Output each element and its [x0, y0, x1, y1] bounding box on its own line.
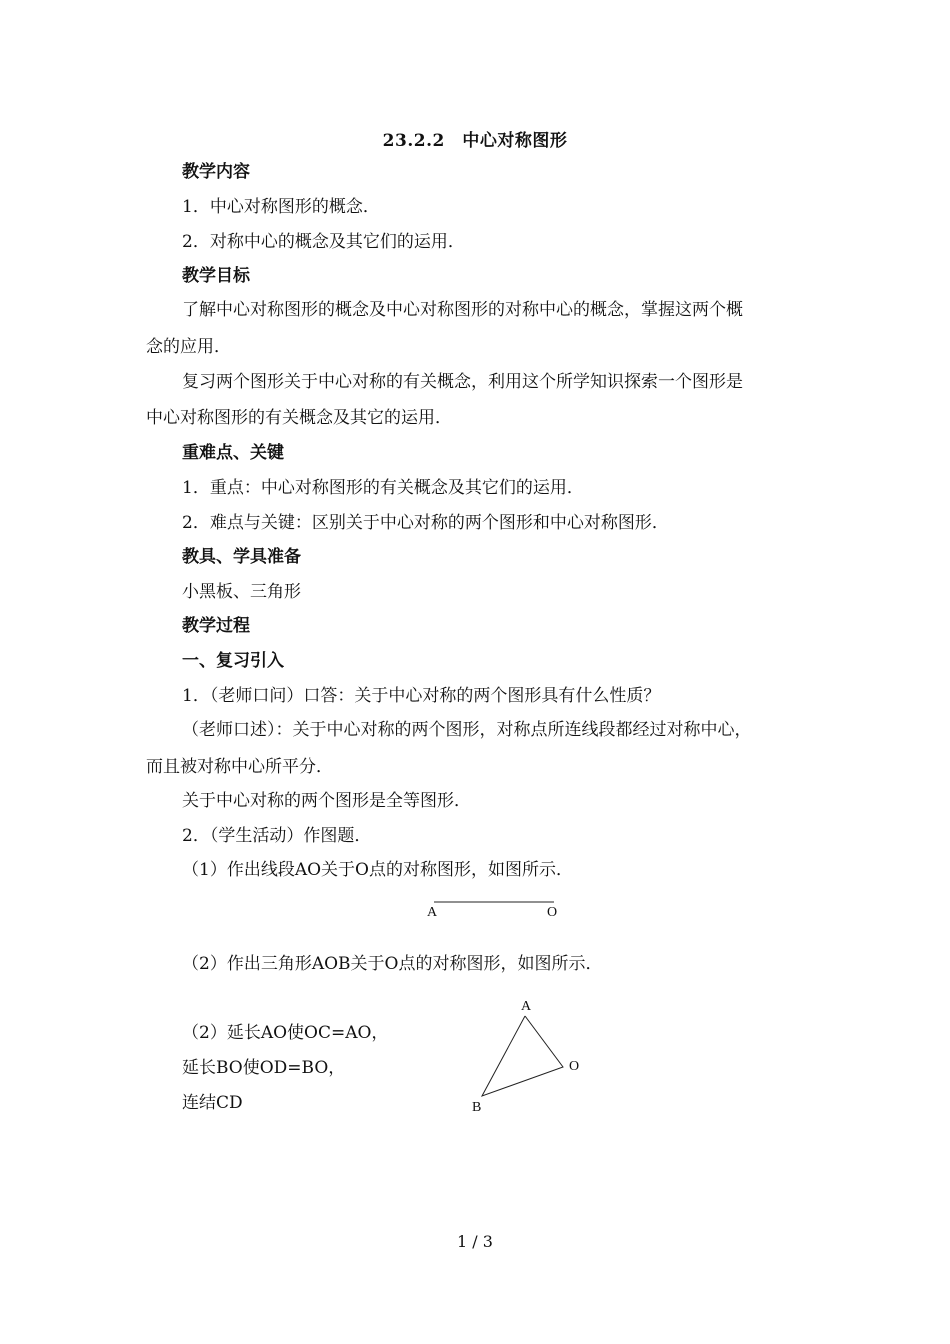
- heading-tools: 教具、学具准备: [182, 547, 301, 567]
- goal-paragraph-2-line-1: 复习两个图形关于中心对称的有关概念，利用这个所学知识探索一个图形是: [182, 372, 743, 392]
- review-line-2a: （老师口述）：关于中心对称的两个图形，对称点所连线段都经过对称中心，: [182, 720, 752, 740]
- review-line-2b: 而且被对称中心所平分．: [146, 757, 333, 777]
- review-line-9: 连结CD: [182, 1093, 243, 1113]
- review-line-7: （2）延长AO使OC=AO，: [182, 1023, 389, 1043]
- review-line-6: （2）作出三角形AOB关于O点的对称图形，如图所示．: [182, 954, 603, 974]
- goal-paragraph-2-line-2: 中心对称图形的有关概念及其它的运用．: [146, 408, 452, 428]
- review-line-5: （1）作出线段AO关于O点的对称图形，如图所示．: [182, 860, 573, 880]
- content-item-1: 1．中心对称图形的概念．: [182, 197, 380, 217]
- heading-teaching-process: 教学过程: [182, 616, 250, 636]
- figure1-label-o: O: [547, 905, 558, 920]
- heading-key-points: 重难点、关键: [182, 443, 284, 463]
- figure2-label-a: A: [521, 999, 532, 1014]
- tools-text: 小黑板、三角形: [182, 582, 301, 602]
- key-item-2: 2．难点与关键：区别关于中心对称的两个图形和中心对称图形．: [182, 513, 669, 533]
- goal-paragraph-1-line-1: 了解中心对称图形的概念及中心对称图形的对称中心的概念，掌握这两个概: [182, 300, 743, 320]
- content-item-2: 2．对称中心的概念及其它们的运用．: [182, 232, 465, 252]
- review-line-4: 2．（学生活动）作图题．: [182, 826, 372, 846]
- heading-review: 一、复习引入: [182, 651, 284, 671]
- page-number: 1 / 3: [457, 1232, 493, 1251]
- goal-paragraph-1-line-2: 念的应用．: [146, 337, 231, 357]
- review-line-8: 延长BO使OD=BO，: [182, 1058, 346, 1078]
- heading-teaching-goal: 教学目标: [182, 266, 250, 286]
- review-line-1: 1．（老师口问）口答：关于中心对称的两个图形具有什么性质？: [182, 686, 661, 706]
- figure1-label-a: A: [427, 905, 438, 920]
- triangle-aob-outline: [482, 1016, 563, 1096]
- heading-teaching-content: 教学内容: [182, 162, 250, 182]
- review-line-3: 关于中心对称的两个图形是全等图形．: [182, 791, 471, 811]
- page-title: 23.2.2 中心对称图形: [382, 131, 568, 151]
- key-item-1: 1．重点：中心对称图形的有关概念及其它们的运用．: [182, 478, 584, 498]
- figure2-label-b: B: [472, 1100, 482, 1115]
- figure2-label-o: O: [569, 1059, 580, 1074]
